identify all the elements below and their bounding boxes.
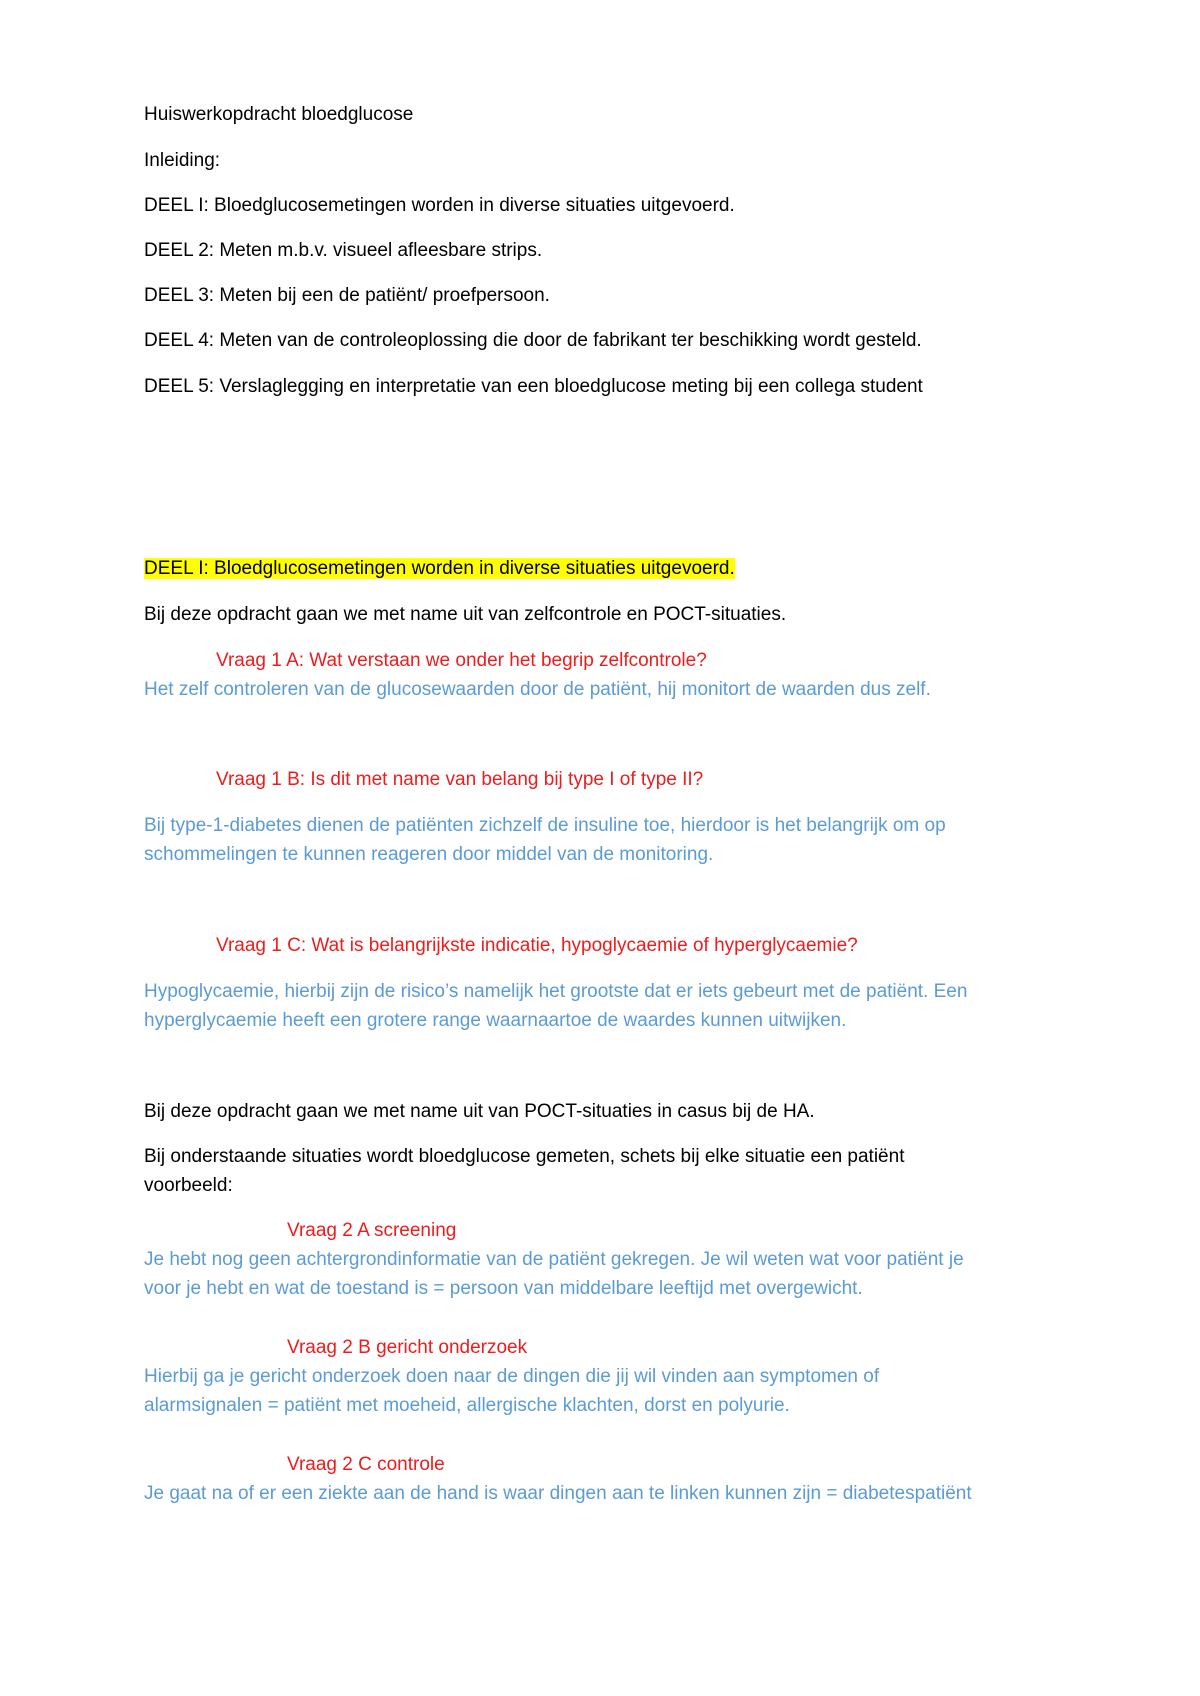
question-2a: Vraag 2 A screening xyxy=(287,1220,457,1241)
toc-item-text: Meten m.b.v. visueel afleesbare strips. xyxy=(214,240,543,261)
section1-intro: Bij deze opdracht gaan we met name uit van zelfcontrole en POCT-situaties. xyxy=(144,604,787,625)
intro-label: Inleiding: xyxy=(144,150,221,171)
toc-item xyxy=(144,240,542,263)
answer-1c-line: Hypoglycaemie, hierbij zijn de risico’s namelijk het grootste dat er iets gebeurt met de patiënt. Een xyxy=(144,981,968,1002)
question-1c: Vraag 1 C: Wat is belangrijkste indicatie, hypoglycaemie of hyperglycaemie? xyxy=(216,935,858,956)
question-1b: Vraag 1 B: Is dit met name van belang bij type I of type II? xyxy=(216,769,704,790)
section2-instruction-line: Bij onderstaande situaties wordt bloedglucose gemeten, schets bij elke situatie een patiënt xyxy=(144,1146,905,1167)
answer-2b-line: alarmsignalen = patiënt met moeheid, allergische klachten, dorst en polyurie. xyxy=(144,1395,790,1416)
toc-item-label: DEEL 3: xyxy=(144,285,215,306)
toc-item xyxy=(144,376,923,399)
toc-item-label: DEEL 5: xyxy=(144,376,215,397)
answer-2a-line: Je hebt nog geen achtergrondinformatie van de patiënt gekregen. Je wil weten wat voor patiënt je xyxy=(144,1249,964,1270)
section2-instruction-line: voorbeeld: xyxy=(144,1175,233,1196)
document-title: Huiswerkopdracht bloedglucose xyxy=(144,104,414,125)
toc-item-label: DEEL 4: xyxy=(144,330,215,351)
answer-2b-line: Hierbij ga je gericht onderzoek doen naar de dingen die jij wil vinden aan symptomen of xyxy=(144,1366,880,1387)
toc-item-label: DEEL I: xyxy=(144,195,209,216)
question-2c: Vraag 2 C controle xyxy=(287,1454,445,1475)
answer-2c-line: Je gaat na of er een ziekte aan de hand is waar dingen aan te linken kunnen zijn = diabetespatiënt xyxy=(144,1483,972,1504)
toc-item xyxy=(144,285,550,308)
question-1a: Vraag 1 A: Wat verstaan we onder het begrip zelfcontrole? xyxy=(216,650,707,671)
toc-item-text: Meten bij een de patiënt/ proefpersoon. xyxy=(214,285,550,306)
answer-1b-line: schommelingen te kunnen reageren door middel van de monitoring. xyxy=(144,844,714,865)
toc-item xyxy=(144,195,735,218)
question-2b: Vraag 2 B gericht onderzoek xyxy=(287,1337,528,1358)
answer-2a-line: voor je hebt en wat de toestand is = persoon van middelbare leeftijd met overgewicht. xyxy=(144,1278,863,1299)
toc-item-text: Bloedglucosemetingen worden in diverse situaties uitgevoerd. xyxy=(208,195,735,216)
toc-item-text: Verslaglegging en interpretatie van een bloedglucose meting bij een collega student xyxy=(214,376,923,397)
toc-item-text: Meten van de controleoplossing die door de fabrikant ter beschikking wordt gesteld. xyxy=(214,330,922,351)
highlighted-heading-text: DEEL I: Bloedglucosemetingen worden in diverse situaties uitgevoerd. xyxy=(144,558,735,579)
answer-1a-line: Het zelf controleren van de glucosewaarden door de patiënt, hij monitort de waarden dus zelf. xyxy=(144,679,931,700)
answer-1b-line: Bij type-1-diabetes dienen de patiënten zichzelf de insuline toe, hierdoor is het belangrijk om op xyxy=(144,815,946,836)
answer-1c-line: hyperglycaemie heeft een grotere range waarnaartoe de waardes kunnen uitwijken. xyxy=(144,1010,847,1031)
toc-item-label: DEEL 2: xyxy=(144,240,215,261)
section2-intro: Bij deze opdracht gaan we met name uit van POCT-situaties in casus bij de HA. xyxy=(144,1101,815,1122)
section1-heading xyxy=(144,558,735,581)
toc-item xyxy=(144,330,922,353)
